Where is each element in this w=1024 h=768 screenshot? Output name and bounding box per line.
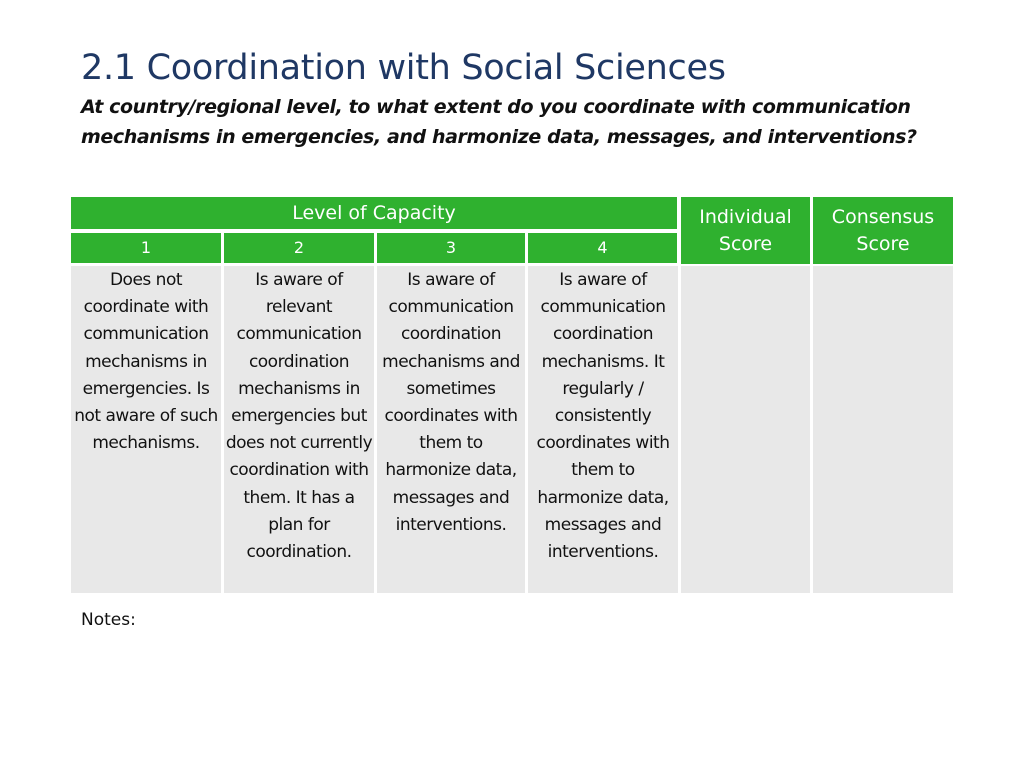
level-3-header: 3 [377, 233, 525, 263]
consensus-score-header-line1: Consensus Score [831, 206, 935, 255]
assessment-question: At country/regional level, to what extent do you coordinate with communication mechanisms in emergencies, and harmonize data, messages, and interventions? [81, 96, 917, 148]
level-4-description: Is aware of communication coordination mechanisms. It regularly / consistently coordinates with them to harmonize data, messages and interventions. [528, 266, 678, 593]
consensus-score-cell[interactable] [813, 266, 953, 593]
level-3-description: Is aware of communication coordination mechanisms and sometimes coordinates with them to harmonize data, messages and interventions. [377, 266, 525, 593]
individual-score-cell[interactable] [681, 266, 810, 593]
individual-score-header [681, 197, 810, 264]
consensus-score-header [813, 197, 953, 264]
individual-score-header-line1: Individual Score [699, 206, 792, 255]
level-of-capacity-header: Level of Capacity [71, 197, 677, 229]
level-4-header: 4 [528, 233, 677, 263]
notes-label: Notes: [81, 610, 136, 630]
level-1-description: Does not coordinate with communication mechanisms in emergencies. Is not aware of such mechanisms. [71, 266, 221, 593]
page-title: 2.1 Coordination with Social Sciences [81, 48, 726, 88]
level-2-header: 2 [224, 233, 374, 263]
level-1-header: 1 [71, 233, 221, 263]
level-2-description: Is aware of relevant communication coordination mechanisms in emergencies but does not currently coordination with them. It has a plan for coordination. [224, 266, 374, 593]
